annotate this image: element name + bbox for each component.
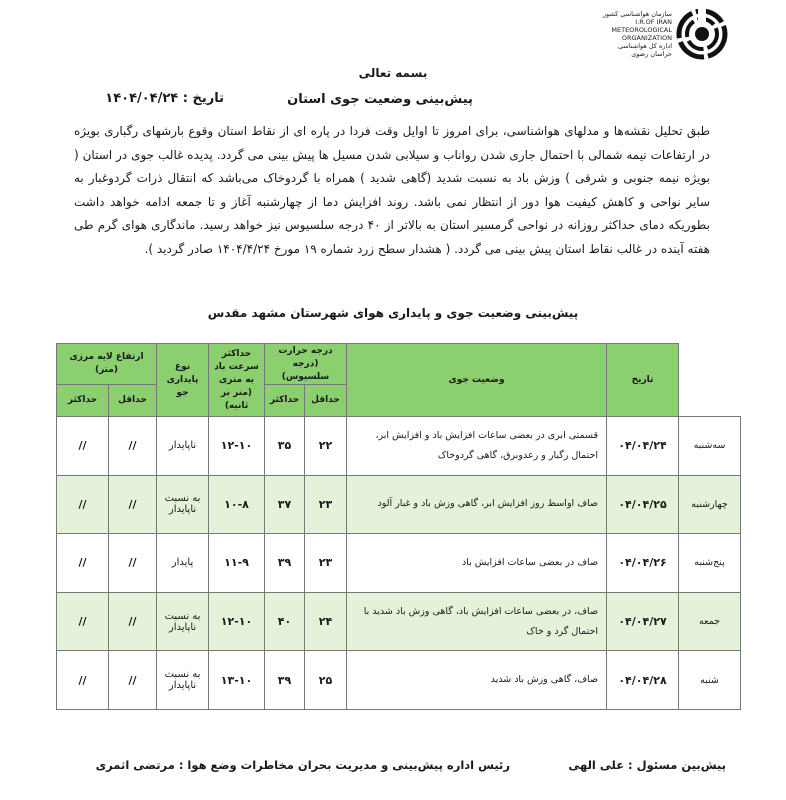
logo-line-province: اداره کل هواشناسی خراسان رضوی [617, 42, 672, 58]
header-boundary-max: حداکثر [57, 385, 109, 417]
cell-wind: ۱۲-۱۰ [209, 417, 265, 476]
table-header-row [57, 344, 741, 385]
cell-stability: ناپایدار [157, 417, 209, 476]
cell-date: ۰۴/۰۴/۲۸ [607, 651, 679, 710]
forecast-table [56, 343, 741, 710]
cell-temp-min: ۲۵ [305, 651, 347, 710]
cell-temp-min: ۲۳ [305, 534, 347, 593]
cell-boundary-min: // [109, 651, 157, 710]
table-row [57, 475, 741, 534]
table-title: پیش‌بینی وضعیت جوی و پایداری هوای شهرستان مشهد مقدس [207, 306, 579, 320]
organization-logo [600, 8, 730, 60]
cell-condition: صاف، در بعضی ساعات افزایش باد، گاهی وزش باد شدید با احتمال گرد و خاک [347, 592, 607, 651]
header-temp-min: حداقل [305, 385, 347, 417]
logo-line-iran: I.R.OF IRAN [635, 18, 672, 26]
logo-line-meteorological: METEOROLOGICAL [611, 26, 672, 34]
table-row [57, 592, 741, 651]
cell-boundary-max: // [57, 651, 109, 710]
cell-wind: ۱۰-۸ [209, 475, 265, 534]
header-day-blank [679, 344, 741, 417]
cell-temp-max: ۴۰ [265, 592, 305, 651]
header-date: تاریخ [607, 344, 679, 417]
cell-boundary-min: // [109, 534, 157, 593]
cell-boundary-min: // [109, 475, 157, 534]
cell-day: شنبه [679, 651, 741, 710]
logo-line-organization: ORGANIZATION [621, 34, 672, 42]
cell-day: پنج‌شنبه [679, 534, 741, 593]
cell-wind: ۱۲-۱۰ [209, 592, 265, 651]
cell-date: ۰۴/۰۴/۲۵ [607, 475, 679, 534]
cell-temp-max: ۳۵ [265, 417, 305, 476]
cell-condition: قسمتی ابری در بعضی ساعات افزایش باد و افزایش ابر، احتمال رگبار و رعدوبرق، گاهی گردوخاک [347, 417, 607, 476]
forecaster-signature: پیش‌بین مسئول : علی الهی [568, 758, 726, 772]
forecast-paragraph: طبق تحلیل نقشه‌ها و مدلهای هواشناسی، برای امروز تا اوایل وقت فردا در پاره ای از نقاط استان وقوع بارشهای رگباری بویژه در ارتفاعات نیمه شمالی با احتمال جاری شدن رواناب و سیلابی شدن مسیل ها پیش بینی می گردد. پدیده غالب جوی در استان ( بویژه نیمه جنوبی و شرقی ) وزش باد به نسبت شدید (گاهی شدید ) همراه با گردوخاک می‌باشد که انتقال ذرات گردوغبار به سایر نواحی و کاهش کیفیت هوا دور از انتظار نمی باشد. روند افزایش دما از چهارشنبه آغاز و تا جمعه ادامه خواهد داشت بطوریکه دمای حداکثر روزانه در نواحی گرمسیر استان به بالاتر از ۴۰ درجه سلسیوس نیز خواهد رسید. ماندگاری هوای گرم طی هفته آینده در غالب نقاط استان پیش بینی می گردد. ( هشدار سطح زرد شماره ۱۹ مورخ ۱۴۰۴/۴/۲۴ صادر گردید ). [74, 124, 710, 256]
cell-boundary-max: // [57, 417, 109, 476]
cell-boundary-min: // [109, 417, 157, 476]
cell-day: سه‌شنبه [679, 417, 741, 476]
cell-date: ۰۴/۰۴/۲۷ [607, 592, 679, 651]
cell-day: چهارشنبه [679, 475, 741, 534]
cell-temp-max: ۳۷ [265, 475, 305, 534]
header-condition: وضعیت جوی [347, 344, 607, 417]
header-boundary-min: حداقل [109, 385, 157, 417]
document-heading: بسمه تعالی [358, 66, 428, 80]
logo-text [600, 10, 672, 58]
table-row [57, 534, 741, 593]
cell-stability: پایدار [157, 534, 209, 593]
cell-condition: صاف در بعضی ساعات افزایش باد [347, 534, 607, 593]
cell-wind: ۱۱-۹ [209, 534, 265, 593]
cell-date: ۰۴/۰۴/۲۶ [607, 534, 679, 593]
cell-condition: صاف، گاهی وزش باد شدید [347, 651, 607, 710]
document-date: تاریخ : ۱۴۰۴/۰۴/۲۴ [105, 91, 224, 106]
table-row [57, 417, 741, 476]
cell-day: جمعه [679, 592, 741, 651]
header-stability: نوع پایداری جو [157, 344, 209, 417]
header-temp-max: حداکثر [265, 385, 305, 417]
cell-date: ۰۴/۰۴/۲۴ [607, 417, 679, 476]
meteorological-organization-logo-icon [676, 8, 728, 60]
cell-temp-max: ۳۹ [265, 651, 305, 710]
document-subtitle: پیش‌بینی وضعیت جوی استان [287, 92, 473, 107]
cell-condition: صاف اواسط روز افزایش ابر، گاهی وزش باد و غبار آلود [347, 475, 607, 534]
cell-temp-min: ۲۴ [305, 592, 347, 651]
cell-boundary-max: // [57, 592, 109, 651]
table-row [57, 651, 741, 710]
cell-temp-min: ۲۲ [305, 417, 347, 476]
cell-boundary-max: // [57, 534, 109, 593]
cell-stability: به نسبت ناپایدار [157, 651, 209, 710]
header-boundary-layer: ارتفاع لایه مرزی (متر) [57, 344, 157, 385]
cell-boundary-max: // [57, 475, 109, 534]
logo-line-org-fa: سازمان هواشناسی کشور [602, 10, 672, 18]
department-head-signature: رئیس اداره پیش‌بینی و مدیریت بحران مخاطرات وضع هوا : مرتضی اثمری [95, 758, 510, 772]
cell-stability: به نسبت ناپایدار [157, 592, 209, 651]
cell-stability: به نسبت ناپایدار [157, 475, 209, 534]
cell-temp-min: ۲۳ [305, 475, 347, 534]
cell-temp-max: ۳۹ [265, 534, 305, 593]
cell-boundary-min: // [109, 592, 157, 651]
header-temperature: درجه حرارت (درجه سلسیوس) [265, 344, 347, 385]
cell-wind: ۱۳-۱۰ [209, 651, 265, 710]
header-wind: حداکثر سرعت باد به متری (متر بر ثانیه) [209, 344, 265, 417]
